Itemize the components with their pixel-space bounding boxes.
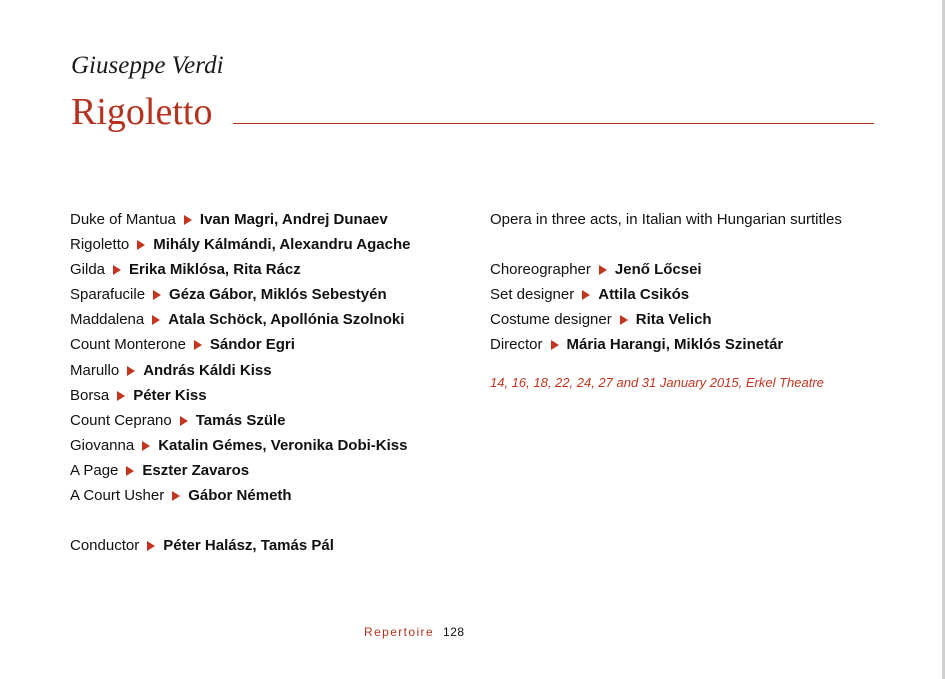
performer-names: Mihály Kálmándi, Alexandru Agache (153, 236, 411, 254)
footer-section: Repertoire (364, 625, 435, 639)
cast-column (70, 207, 470, 558)
performer-names: Erika Miklósa, Rita Rácz (129, 261, 301, 279)
cast-list (70, 207, 470, 508)
performer-names: Tamás Szüle (195, 411, 286, 429)
title-row (71, 90, 874, 134)
role-label: Conductor (70, 537, 140, 555)
role-label: Duke of Mantua (70, 211, 176, 228)
role-label: A Court Usher (70, 487, 165, 505)
cast-row (70, 383, 470, 408)
arrow-icon (126, 466, 134, 476)
arrow-icon (113, 265, 121, 275)
arrow-icon (180, 416, 188, 426)
crew-list (490, 257, 920, 357)
performer-names: Attila Csikós (598, 286, 690, 304)
performer-names: Péter Halász, Tamás Pál (163, 537, 334, 555)
cast-row (70, 332, 470, 357)
role-label: Director (490, 336, 543, 354)
performer-names: Atala Schöck, Apollónia Szolnoki (168, 311, 405, 329)
crew-row (490, 332, 920, 357)
arrow-icon (153, 290, 161, 300)
cast-row (70, 458, 470, 483)
arrow-icon (582, 290, 590, 300)
arrow-icon (194, 340, 202, 350)
arrow-icon (551, 340, 559, 350)
performer-names: Mária Harangi, Miklós Szinetár (566, 336, 784, 354)
title-rule (233, 123, 874, 124)
performance-dates: 14, 16, 18, 22, 24, 27 and 31 January 2015, Erkel Theatre (490, 374, 824, 390)
performer-names: Rita Velich (635, 311, 712, 329)
page-number: 128 (443, 625, 465, 639)
performer-names: Géza Gábor, Miklós Sebestyén (169, 286, 387, 304)
spacer (70, 508, 470, 533)
role-label: Maddalena (70, 311, 145, 329)
arrow-icon (117, 391, 125, 401)
cast-row (70, 207, 470, 232)
crew-row (490, 282, 920, 307)
role-label: Giovanna (70, 436, 135, 454)
role-label: Gilda (70, 261, 106, 279)
arrow-icon (184, 215, 192, 225)
performer-names: Péter Kiss (133, 386, 207, 404)
production-column (490, 207, 920, 395)
role-label: Set designer (490, 286, 575, 304)
cast-row (70, 483, 470, 508)
performer-names: Katalin Gémes, Veronika Dobi-Kiss (158, 436, 408, 454)
role-label: Rigoletto (70, 236, 130, 254)
arrow-icon (147, 541, 155, 551)
performer-names: Jenő Lőcsei (614, 261, 702, 279)
spacer (490, 232, 920, 257)
arrow-icon (172, 491, 180, 501)
role-label: Sparafucile (70, 286, 146, 304)
cast-row (70, 408, 470, 433)
performer-names: Ivan Magri, Andrej Dunaev (199, 211, 388, 228)
conductor-line (70, 533, 470, 558)
arrow-icon (620, 315, 628, 325)
role-label: Marullo (70, 361, 120, 379)
performer-names: Sándor Egri (209, 336, 295, 354)
performer-names: Eszter Zavaros (142, 461, 250, 479)
arrow-icon (142, 441, 150, 451)
role-label: A Page (70, 461, 119, 479)
cast-row (70, 282, 470, 307)
page-footer (364, 625, 465, 639)
role-label: Costume designer (490, 311, 612, 329)
opera-subtitle: Opera in three acts, in Italian with Hungarian surtitles (490, 211, 842, 228)
performer-names: András Káldi Kiss (143, 361, 272, 379)
arrow-icon (127, 366, 135, 376)
arrow-icon (599, 265, 607, 275)
role-label: Borsa (70, 386, 110, 404)
cast-row (70, 358, 470, 383)
performer-names: Gábor Németh (188, 487, 292, 505)
cast-row (70, 307, 470, 332)
cast-row (70, 433, 470, 458)
role-label: Count Monterone (70, 336, 186, 354)
crew-row (490, 307, 920, 332)
arrow-icon (152, 315, 160, 325)
role-label: Count Ceprano (70, 411, 172, 429)
opera-title: Rigoletto (71, 91, 213, 133)
crew-row (490, 257, 920, 282)
role-label: Choreographer (490, 261, 591, 279)
arrow-icon (137, 240, 145, 250)
cast-row (70, 232, 470, 257)
composer-name: Giuseppe Verdi (71, 52, 224, 79)
cast-row (70, 257, 470, 282)
